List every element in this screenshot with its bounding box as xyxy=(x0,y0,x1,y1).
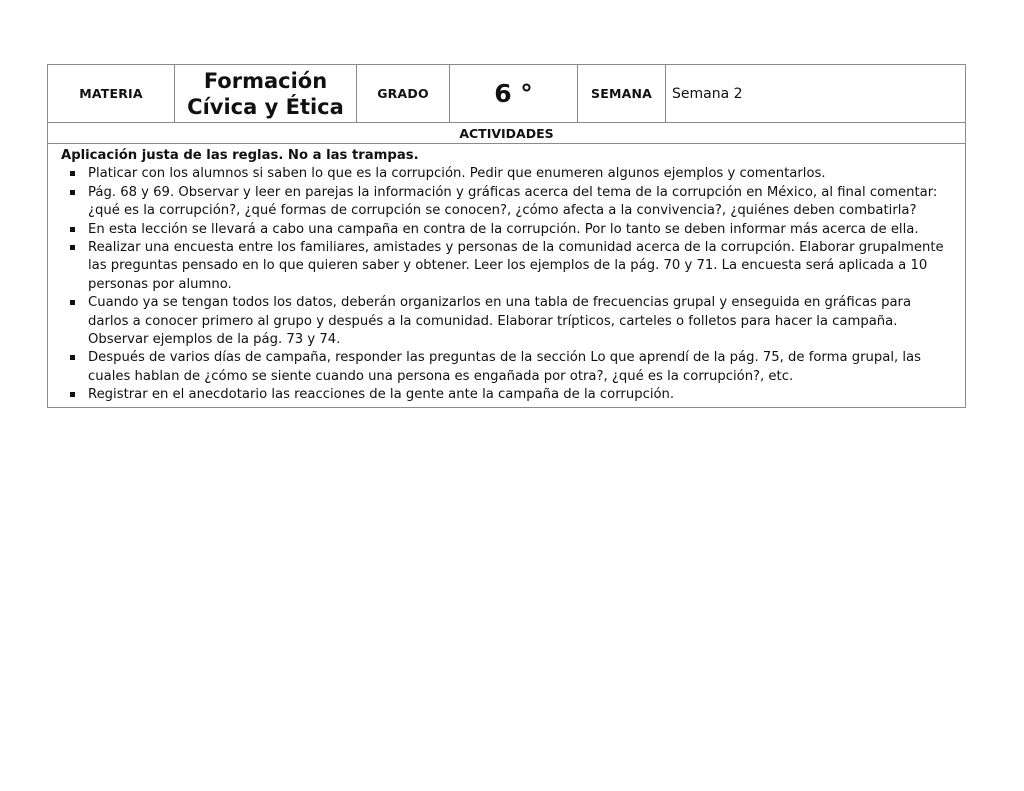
grade-value: 6 ° xyxy=(450,65,578,123)
activities-body-row xyxy=(48,144,966,408)
activities-heading-row xyxy=(48,123,966,144)
section-title: Aplicación justa de las reglas. No a las trampas. xyxy=(61,148,419,163)
subject-line-2: Cívica y Ética xyxy=(187,94,344,119)
list-item: Realizar una encuesta entre los familiares, amistades y personas de la comunidad acerca de la corrupción. Elaborar grupalmente las preguntas pensado en lo que quieren saber y obtener. Leer los ejemplos de la pág. 70 y 71. La encuesta será aplicada a 10 personas por alumno. xyxy=(61,239,951,294)
list-item: Cuando ya se tengan todos los datos, deberán organizarlos en una tabla de frecuencias grupal y enseguida en gráficas para darlos a conocer primero al grupo y después a la comunidad. Elaborar trípticos, carteles o folletos para hacer la campaña. Observar ejemplos de la pág. 73 y 74. xyxy=(61,294,951,349)
list-item: Registrar en el anecdotario las reacciones de la gente ante la campaña de la corrupción. xyxy=(61,386,951,404)
activities-heading: ACTIVIDADES xyxy=(48,123,966,144)
list-item: En esta lección se llevará a cabo una campaña en contra de la corrupción. Por lo tanto se deben informar más acerca de ella. xyxy=(61,221,951,239)
week-label: SEMANA xyxy=(578,65,666,123)
list-item: Pág. 68 y 69. Observar y leer en parejas la información y gráficas acerca del tema de la corrupción en México, al final comentar: ¿qué es la corrupción?, ¿qué formas de corrupción se conocen?, ¿cómo afecta a la convivencia?, ¿quiénes deben combatirla? xyxy=(61,184,951,221)
grade-label: GRADO xyxy=(357,65,450,123)
activities-list xyxy=(61,165,951,404)
activities-body xyxy=(48,144,966,408)
week-value: Semana 2 xyxy=(666,65,966,123)
subject-label: MATERIA xyxy=(48,65,175,123)
list-item: Después de varios días de campaña, responder las preguntas de la sección Lo que aprendí de la pág. 75, de forma grupal, las cuales hablan de ¿cómo se siente cuando una persona es engañada por otra?, ¿qué es la corrupción?, etc. xyxy=(61,349,951,386)
lesson-plan-table xyxy=(47,64,966,408)
header-row xyxy=(48,65,966,123)
list-item: Platicar con los alumnos si saben lo que es la corrupción. Pedir que enumeren algunos ejemplos y comentarlos. xyxy=(61,165,951,183)
subject-value xyxy=(175,65,357,123)
subject-line-1: Formación xyxy=(203,68,328,93)
